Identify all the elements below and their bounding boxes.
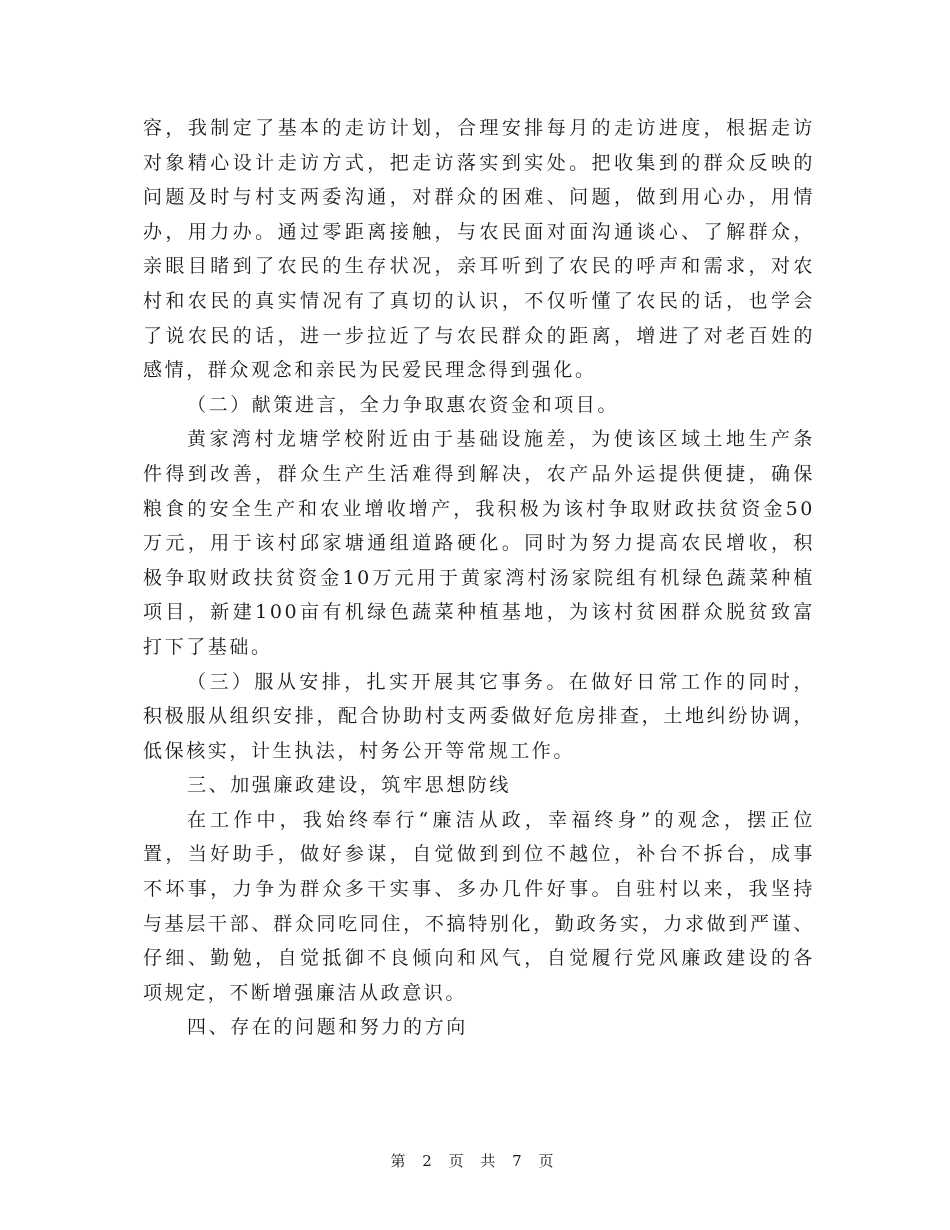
text-line: 办，用力办。通过零距离接触，与农民面对面沟通谈心、了解群众，: [143, 220, 815, 243]
text-line: （二）献策进言，全力争取惠农资金和项目。: [187, 393, 620, 416]
text-line: 项目，新建100亩有机绿色蔬菜种植基地，为该村贫困群众脱贫致富: [143, 601, 815, 624]
text-line: 问题及时与村支两委沟通，对群众的困难、问题，做到用心办，用情: [143, 186, 815, 209]
text-line: 了说农民的话，进一步拉近了与农民群众的距离，增进了对老百姓的: [143, 324, 815, 347]
text-line: 亲眼目睹到了农民的生存状况，亲耳听到了农民的呼声和需求，对农: [143, 255, 815, 278]
text-line: 件得到改善，群众生产生活难得到解决，农产品外运提供便捷，确保: [143, 462, 815, 485]
text-line: 低保核实，计生执法，村务公开等常规工作。: [143, 739, 576, 762]
text-line: 粮食的安全生产和农业增收增产，我积极为该村争取财政扶贫资金50: [143, 497, 815, 520]
text-line: 项规定，不断增强廉洁从政意识。: [143, 981, 468, 1004]
text-line: 积极服从组织安排，配合协助村支两委做好危房排查，土地纠纷协调，: [143, 705, 815, 728]
text-line: 极争取财政扶贫资金10万元用于黄家湾村汤家院组有机绿色蔬菜种植: [143, 566, 815, 589]
text-line: 村和农民的真实情况有了真切的认识，不仅听懂了农民的话，也学会: [143, 289, 815, 312]
text-line: 三、加强廉政建设，筑牢思想防线: [187, 774, 512, 797]
document-body: [143, 111, 815, 1045]
text-line: 仔细、勤勉，自觉抵御不良倾向和风气，自觉履行党风廉政建设的各: [143, 947, 815, 970]
text-line: 在工作中，我始终奉行“廉洁从政，幸福终身”的观念，摆正位: [187, 808, 815, 831]
page-number-footer: 第 2 页 共 7 页: [390, 1152, 560, 1170]
text-line: （三）服从安排，扎实开展其它事务。在做好日常工作的同时，: [187, 670, 815, 693]
text-line: 四、存在的问题和努力的方向: [187, 1016, 468, 1039]
text-line: 与基层干部、群众同吃同住，不搞特别化，勤政务实，力求做到严谨、: [143, 912, 815, 935]
text-line: 容，我制定了基本的走访计划，合理安排每月的走访进度，根据走访: [143, 117, 815, 139]
text-line: 置，当好助手，做好参谋，自觉做到到位不越位，补台不拆台，成事: [143, 843, 815, 866]
text-line: 万元，用于该村邱家塘通组道路硬化。同时为努力提高农民增收，积: [143, 532, 815, 555]
text-line: 黄家湾村龙塘学校附近由于基础设施差，为使该区域土地生产条: [187, 428, 815, 451]
text-line: 对象精心设计走访方式，把走访落实到实处。把收集到的群众反映的: [143, 151, 815, 174]
text-line: 不坏事，力争为群众多干实事、多办几件好事。自驻村以来，我坚持: [143, 878, 815, 901]
text-line: 感情，群众观念和亲民为民爱民理念得到强化。: [143, 359, 597, 382]
text-line: 打下了基础。: [143, 635, 273, 658]
